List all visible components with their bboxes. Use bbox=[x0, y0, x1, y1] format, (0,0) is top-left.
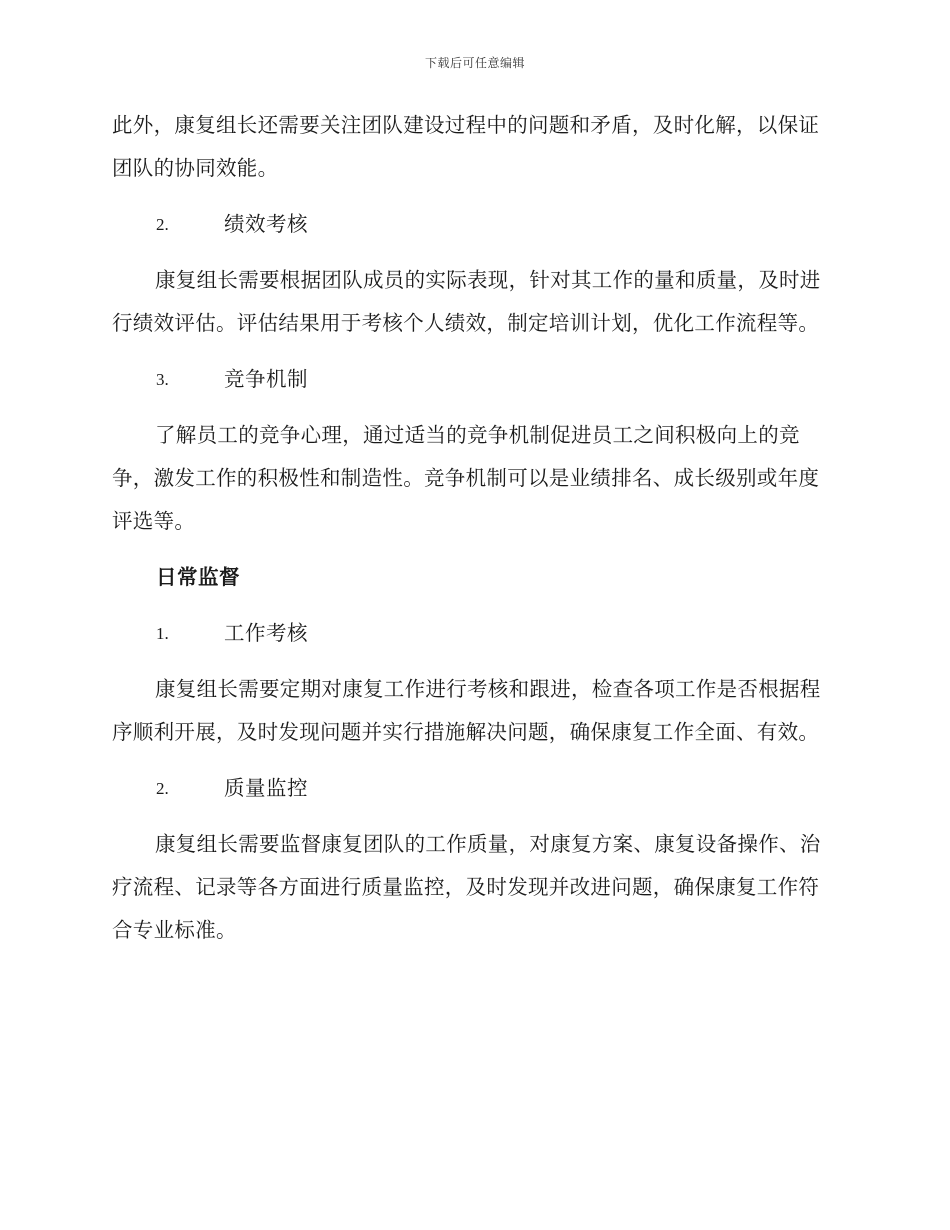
list-title: 竞争机制 bbox=[224, 367, 308, 391]
paragraph-team-conflict: 此外，康复组长还需要关注团队建设过程中的问题和矛盾，及时化解，以保证团队的协同效能。 bbox=[112, 113, 820, 180]
section-heading-daily-supervision: 日常监督 bbox=[156, 565, 240, 589]
paragraph-work-assessment: 康复组长需要定期对康复工作进行考核和跟进，检查各项工作是否根据程序顺利开展，及时发现问题并实行措施解决问题，确保康复工作全面、有效。 bbox=[112, 677, 821, 744]
list-item-quality-monitoring bbox=[112, 767, 830, 810]
paragraph-quality-monitoring: 康复组长需要监督康复团队的工作质量，对康复方案、康复设备操作、治疗流程、记录等各方面进行质量监控，及时发现并改进问题，确保康复工作符合专业标准。 bbox=[112, 832, 821, 942]
list-item-performance bbox=[112, 203, 830, 246]
list-number: 3. bbox=[156, 370, 169, 389]
list-number: 1. bbox=[156, 624, 169, 643]
list-title: 绩效考核 bbox=[224, 212, 308, 236]
list-item-competition bbox=[112, 358, 830, 401]
list-title: 质量监控 bbox=[224, 776, 308, 800]
list-title: 工作考核 bbox=[224, 621, 308, 645]
page-header: 下载后可任意编辑 bbox=[424, 56, 525, 70]
document-body bbox=[112, 104, 830, 965]
paragraph-competition: 了解员工的竞争心理，通过适当的竞争机制促进员工之间积极向上的竞争，激发工作的积极性和制造性。竞争机制可以是业绩排名、成长级别或年度评选等。 bbox=[112, 423, 820, 533]
list-number: 2. bbox=[156, 215, 169, 234]
paragraph-performance: 康复组长需要根据团队成员的实际表现，针对其工作的量和质量，及时进行绩效评估。评估结果用于考核个人绩效，制定培训计划，优化工作流程等。 bbox=[112, 268, 821, 335]
list-item-work-assessment bbox=[112, 612, 830, 655]
list-number: 2. bbox=[156, 779, 169, 798]
